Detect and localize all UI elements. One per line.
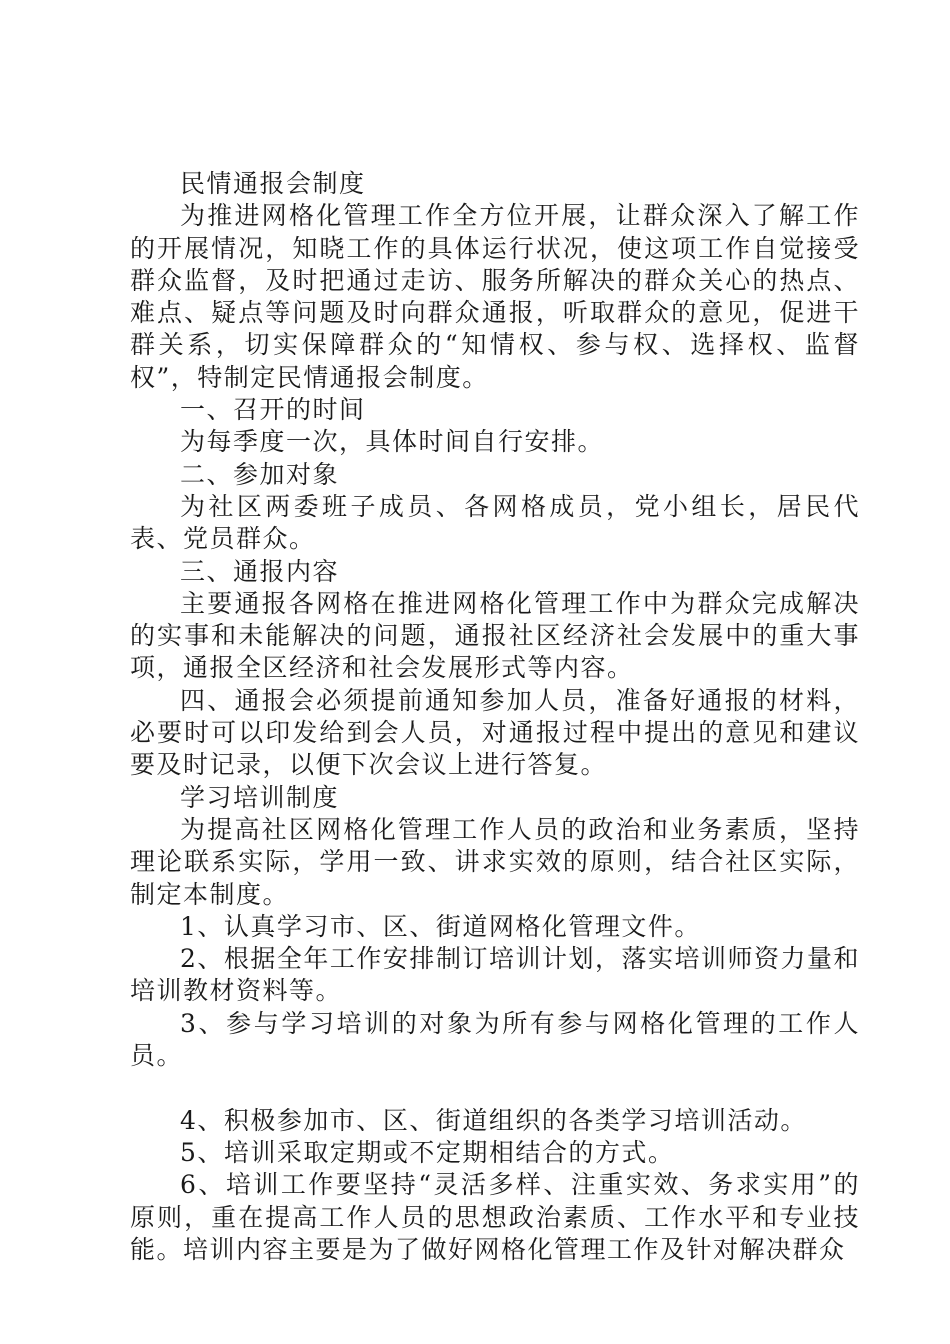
list-item-training-4: 4、积极参加市、区、街道组织的各类学习培训活动。	[180, 1105, 807, 1135]
heading-participants: 二、参加对象	[180, 459, 340, 489]
paragraph-briefing-content: 主要通报各网格在推进网格化管理工作中为群众完成解决的实事和未能解决的问题，通报社区经济社会发展中的重大事项，通报全区经济和社会发展形式等内容。	[130, 588, 860, 683]
blank-line	[130, 1072, 860, 1104]
list-item-training-2: 2、根据全年工作安排制订培训计划，落实培训师资力量和培训教材资料等。	[130, 944, 860, 1006]
heading-briefing-content: 三、通报内容	[180, 556, 340, 586]
paragraph-meeting-time: 为每季度一次，具体时间自行安排。	[180, 427, 605, 457]
section-title-training-system: 学习培训制度	[180, 782, 340, 812]
list-item-training-3: 3、参与学习培训的对象为所有参与网格化管理的工作人员。	[130, 1008, 860, 1071]
paragraph-briefing-notice: 四、通报会必须提前通知参加人员，准备好通报的材料，必要时可以印发给到会人员，对通报过程中提出的意见和建议要及时记录，以便下次会议上进行答复。	[130, 685, 860, 780]
list-item-training-1: 1、认真学习市、区、街道网格化管理文件。	[180, 911, 701, 941]
paragraph-briefing-intro: 为推进网格化管理工作全方位开展，让群众深入了解工作的开展情况，知晓工作的具体运行状况，使这项工作自觉接受群众监督，及时把通过走访、服务所解决的群众关心的热点、难点、疑点等问题及时向群众通报，听取群众的意见，促进干群关系，切实保障群众的“知情权、参与权、选择权、监督权”，特制定民情通报会制度。	[130, 201, 860, 392]
section-title-briefing-system: 民情通报会制度	[180, 169, 366, 198]
list-item-training-5: 5、培训采取定期或不定期相结合的方式。	[180, 1137, 675, 1167]
paragraph-training-intro: 为提高社区网格化管理工作人员的政治和业务素质，坚持理论联系实际，学用一致、讲求实效的原则，结合社区实际，制定本制度。	[130, 814, 860, 909]
heading-meeting-time: 一、召开的时间	[180, 395, 366, 425]
list-item-training-6: 6、培训工作要坚持“灵活多样、注重实效、务求实用”的原则，重在提高工作人员的思想政治素质、工作水平和专业技能。培训内容主要是为了做好网格化管理工作及针对解决群众	[130, 1170, 860, 1264]
paragraph-participants: 为社区两委班子成员、各网格成员，党小组长，居民代表、党员群众。	[130, 491, 860, 554]
document-body	[130, 168, 860, 1266]
